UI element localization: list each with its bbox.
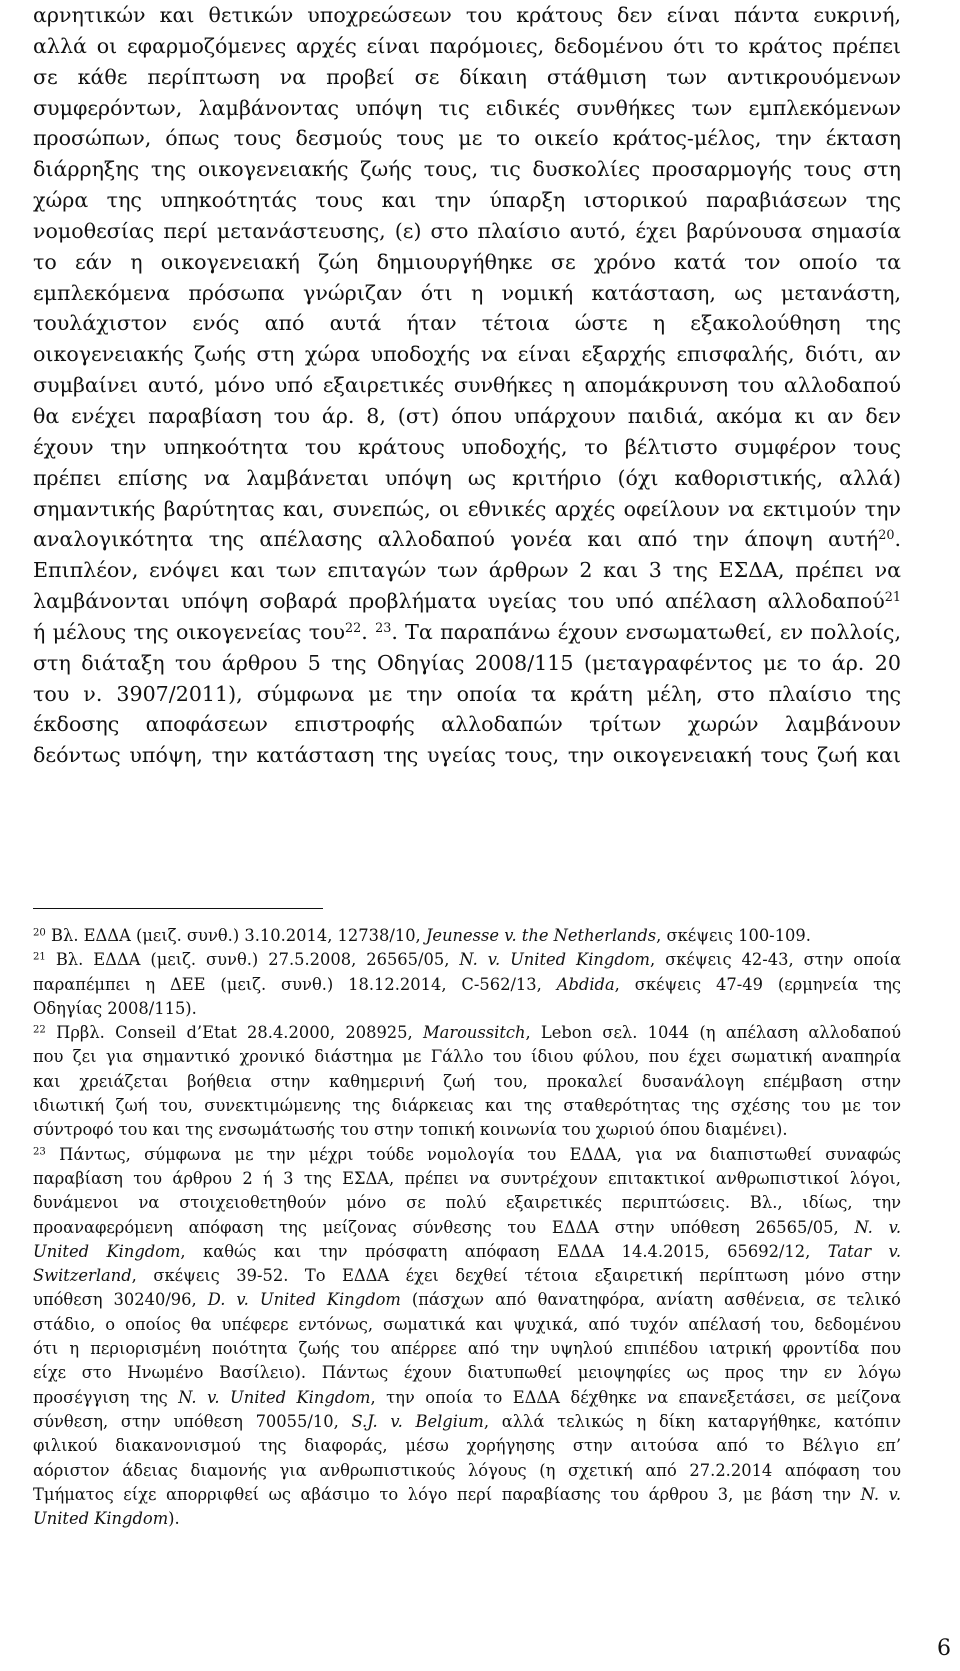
footnote-ref-23[interactable]: 23 xyxy=(375,620,392,636)
footnote-text: , σκέψεις 100-109. xyxy=(656,926,811,945)
footnote-line: δυνάμενοι να στοιχειοθετηθούν μόνο σε πολύ εξαιρετικές περιπτώσεις. Βλ., ιδίως, την xyxy=(33,1193,901,1213)
body-line: σημαντικής βαρύτητας και, συνεπώς, οι εθνικές αρχές οφείλουν να εκτιμούν την xyxy=(33,496,901,521)
body-line: προσώπων, όπως τους δεσμούς τους με το οικείο κράτος-μέλος, την έκταση xyxy=(33,126,901,151)
footnote-line: φιλικού διακανονισμού της διαφοράς, μέσω χορήγησης στην αιτούσα από το Βέλγιο επ’ xyxy=(33,1436,901,1456)
footnote-text: Τμήματος είχε απορριφθεί ως αβάσιμο το λόγο περί παραβίασης του άρθρου 3, με βάση την xyxy=(33,1484,861,1504)
body-line-text: . Τα παραπάνω έχουν ενσωματωθεί, εν πολλοίς, xyxy=(391,619,901,644)
footnote-line: ότι η περιορισμένη ποιότητα ζωής του απέρρεε από την υψηλού επιπέδου ιατρική φροντίδα που xyxy=(33,1339,901,1359)
footnote-line: Οδηγίας 2008/115). xyxy=(33,998,197,1018)
footnote-text: Βλ. ΕΔΔΑ (μειζ. συνθ.) 3.10.2014, 12738/10, xyxy=(45,926,426,945)
body-line: του ν. 3907/2011), σύμφωνα με την οποία τα κράτη μέλη, στο πλαίσιο της xyxy=(33,681,901,706)
footnote-number: 21 xyxy=(33,951,46,963)
footnote-line: ιδιωτική ζωή του, συνεκτιμώμενης της διάρκειας και της σταθερότητας της σχέσης του με τον xyxy=(33,1096,901,1116)
footnote-line xyxy=(33,1410,901,1434)
case-name: Switzerland xyxy=(33,1266,132,1286)
case-name: Maroussitch xyxy=(422,1023,526,1043)
case-name: Jeunesse v. the Netherlands xyxy=(425,926,657,945)
case-name: United Kingdom xyxy=(33,1509,169,1529)
footnote-line xyxy=(33,1264,901,1288)
footnote-text: υπόθεση 30240/96, xyxy=(33,1290,208,1310)
footnote-text: , σκέψεις 42-43, στην οποία xyxy=(650,950,901,970)
body-line: τουλάχιστον ενός από αυτά ήταν τέτοια ώστε η εξακολούθηση της xyxy=(33,311,901,336)
footnotes-section xyxy=(33,924,901,1531)
body-line: πρέπει επίσης να λαμβάνεται υπόψη ως κριτήριο (όχι καθοριστικής, αλλά) xyxy=(33,465,901,490)
footnote-23 xyxy=(33,1143,901,1167)
main-body-text xyxy=(33,0,901,771)
footnote-22 xyxy=(33,1021,901,1045)
page-number: 6 xyxy=(937,1636,951,1661)
footnote-line xyxy=(33,1483,901,1507)
case-name: N. v. United Kingdom xyxy=(459,950,650,970)
body-line xyxy=(33,586,901,617)
footnote-number: 20 xyxy=(33,927,46,939)
body-line: εμπλεκόμενα πρόσωπα γνώριζαν ότι η νομική κατάσταση, ως μετανάστη, xyxy=(33,280,901,305)
footnote-line xyxy=(33,1288,901,1312)
body-line: θα ενέχει παραβίαση του άρ. 8, (στ) όπου υπάρχουν παιδιά, ακόμα κι αν δεν xyxy=(33,403,901,428)
body-line: οικογενειακής ζωής στη χώρα υποδοχής να είναι εξαρχής επισφαλής, διότι, αν xyxy=(33,342,901,367)
body-line: έκδοσης αποφάσεων επιστροφής αλλοδαπών τρίτων χωρών λαμβάνουν xyxy=(33,712,901,737)
footnote-text: ). xyxy=(168,1509,180,1529)
body-line: δεόντως υπόψη, την κατάσταση της υγείας τους, την οικογενειακή τους ζωή και xyxy=(33,743,901,768)
footnote-number: 23 xyxy=(33,1146,46,1158)
footnote-line: παραβίαση του άρθρου 2 ή 3 της ΕΣΔΑ, πρέπει να συντρέχουν επιτακτικοί ανθρωπιστικοί λόγοι, xyxy=(33,1168,901,1188)
footnote-text: , σκέψεις 39-52. Το ΕΔΔΑ έχει δεχθεί τέτοια εξαιρετική περίπτωση μόνο στην xyxy=(131,1266,901,1286)
footnote-text: προσέγγιση της xyxy=(33,1387,179,1407)
footnote-line: στάδιο, ο οποίος θα υπέφερε εντόνως, σωματικά και ψυχικά, από τυχόν απέλασή του, δεδομένου xyxy=(33,1314,901,1334)
footnote-text: Πρβλ. Conseil d’Etat 28.4.2000, 208925, xyxy=(45,1023,423,1043)
footnote-ref-20[interactable]: 20 xyxy=(878,528,895,544)
body-line: διάρρηξης της οικογενειακής ζωής τους, τις δυσκολίες προσαρμογής τους στη xyxy=(33,157,901,182)
body-line-text: λαμβάνονται υπόψη σοβαρά προβλήματα υγείας του υπό απέλαση αλλοδαπού xyxy=(33,589,885,614)
body-line: σε κάθε περίπτωση να προβεί σε δίκαιη στάθμιση των αντικρουόμενων xyxy=(33,64,901,89)
footnote-text: σύνθεση, στην υπόθεση 70055/10, xyxy=(33,1411,352,1431)
footnote-line xyxy=(33,1386,901,1410)
footnote-20 xyxy=(33,924,901,948)
footnote-line xyxy=(33,1507,901,1531)
body-line: αναλογικότητα της απέλασης αλλοδαπού γονέα και από την άποψη αυτή$^{20}$. xyxy=(33,527,901,552)
body-line-text: αναλογικότητα της απέλασης αλλοδαπού γονέα και από την άποψη αυτή xyxy=(33,527,879,552)
body-line: συμβαίνει αυτό, μόνο υπό εξαιρετικές συνθήκες η απομάκρυνση του αλλοδαπού xyxy=(33,373,901,398)
case-name: N. v. xyxy=(860,1484,902,1504)
body-line: αρνητικών και θετικών υποχρεώσεων του κράτους δεν είναι πάντα ευκρινή, xyxy=(33,3,901,27)
footnote-text: (πάσχων από θανατηφόρα, ανίατη ασθένεια, σε τελικό xyxy=(400,1290,901,1310)
body-line: συμφερόντων, λαμβάνοντας υπόψη τις ειδικές συνθήκες των εμπλεκόμενων xyxy=(33,95,901,120)
footnote-text: , την οποία το ΕΔΔΑ δέχθηκε να επανεξετάσει, σε μείζονα xyxy=(370,1387,901,1407)
footnote-number: 22 xyxy=(33,1024,46,1036)
body-line: Επιπλέον, ενόψει και των επιταγών των άρθρων 2 και 3 της ΕΣΔΑ, πρέπει να xyxy=(33,558,901,583)
case-name: D. v. United Kingdom xyxy=(207,1290,401,1310)
footnote-text: , αλλά τελικώς η δίκη καταργήθηκε, κατόπιν xyxy=(483,1411,901,1431)
footnote-line: είχε στο Ηνωμένο Βασίλειο). Πάντως έχουν διατυπωθεί μειοψηφίες ως προς την εν λόγω xyxy=(33,1363,901,1383)
body-line: χώρα της υπηκοότητάς τους και την ύπαρξη ιστορικού παραβιάσεων της xyxy=(33,188,901,213)
case-name: Tatar v. xyxy=(827,1241,901,1261)
footnote-text: Βλ. ΕΔΔΑ (μειζ. συνθ.) 27.5.2008, 26565/05, xyxy=(45,950,460,970)
footnote-line xyxy=(33,973,901,997)
body-line-text: ή μέλους της οικογενείας του xyxy=(33,619,346,644)
footnote-text: Πάντως, σύμφωνα με την μέχρι τούδε νομολογία του ΕΔΔΑ, για να διαπιστωθεί συναφώς xyxy=(45,1144,901,1164)
footnote-line: και χρειάζεται βοήθεια στην καθημερινή ζωή του, προκαλεί δυσανάλογη επέμβαση στην xyxy=(33,1071,901,1091)
footnote-text: προαναφερόμενη απόφαση της μείζονας σύνθεσης του ΕΔΔΑ στην υπόθεση 26565/05, xyxy=(33,1217,855,1237)
footnote-line xyxy=(33,1240,901,1264)
case-name: Abdida xyxy=(556,974,615,994)
body-line: νομοθεσίας περί μετανάστευσης, (ε) στο πλαίσιο αυτό, έχει βαρύνουσα σημασία xyxy=(33,218,901,243)
footnote-line: που ζει για σημαντικό χρονικό διάστημα με Γάλλο του ίδιου φύλου, που έχει σωματική αναπηρία xyxy=(33,1047,901,1067)
footnote-text: , σκέψεις 47-49 (ερμηνεία της xyxy=(614,974,901,994)
body-line: έχουν την υπηκοότητα του κράτους υποδοχής, το βέλτιστο συμφέρον τους xyxy=(33,434,901,459)
footnote-separator xyxy=(33,908,323,909)
footnote-line: αόριστον άδειας διαμονής για ανθρωπιστικούς λόγους (η σχετική από 27.2.2014 απόφαση του xyxy=(33,1460,901,1480)
body-line: στη διάταξη του άρθρου 5 της Οδηγίας 2008/115 (μεταγραφέντος με το άρ. 20 xyxy=(33,650,901,675)
footnote-text: , καθώς και την πρόσφατη απόφαση ΕΔΔΑ 14.4.2015, 65692/12, xyxy=(180,1241,828,1261)
body-line: αλλά οι εφαρμοζόμενες αρχές είναι παρόμοιες, δεδομένου ότι το κράτος πρέπει xyxy=(33,33,901,58)
footnote-line xyxy=(33,1216,901,1240)
body-line: ή μέλους της οικογενείας του$^{22}$. $^{23}$. Τα παραπάνω έχουν ενσωματωθεί, εν πολλοίς, xyxy=(33,619,901,644)
case-name: United Kingdom xyxy=(33,1241,181,1261)
footnote-ref-22[interactable]: 22 xyxy=(345,620,362,636)
footnote-line: σύντροφό του και της ενσωμάτωσής του στην τοπική κοινωνία του χωριού όπου διαμένει). xyxy=(33,1120,788,1140)
footnote-text: παραπέμπει η ΔΕΕ (μειζ. συνθ.) 18.12.2014, C-562/13, xyxy=(33,974,557,994)
footnote-text: , Lebon σελ. 1044 (η απέλαση αλλοδαπού xyxy=(525,1023,901,1043)
footnote-ref-21[interactable]: 21 xyxy=(884,590,901,606)
case-name: N. v. United Kingdom xyxy=(178,1387,371,1407)
case-name: N. v. xyxy=(854,1217,902,1237)
footnote-21 xyxy=(33,948,901,972)
case-name: S.J. v. Belgium xyxy=(351,1411,484,1431)
body-line: το εάν η οικογενειακή ζώη δημιουργήθηκε σε χρόνο κατά τον οποίο τα xyxy=(33,249,901,274)
